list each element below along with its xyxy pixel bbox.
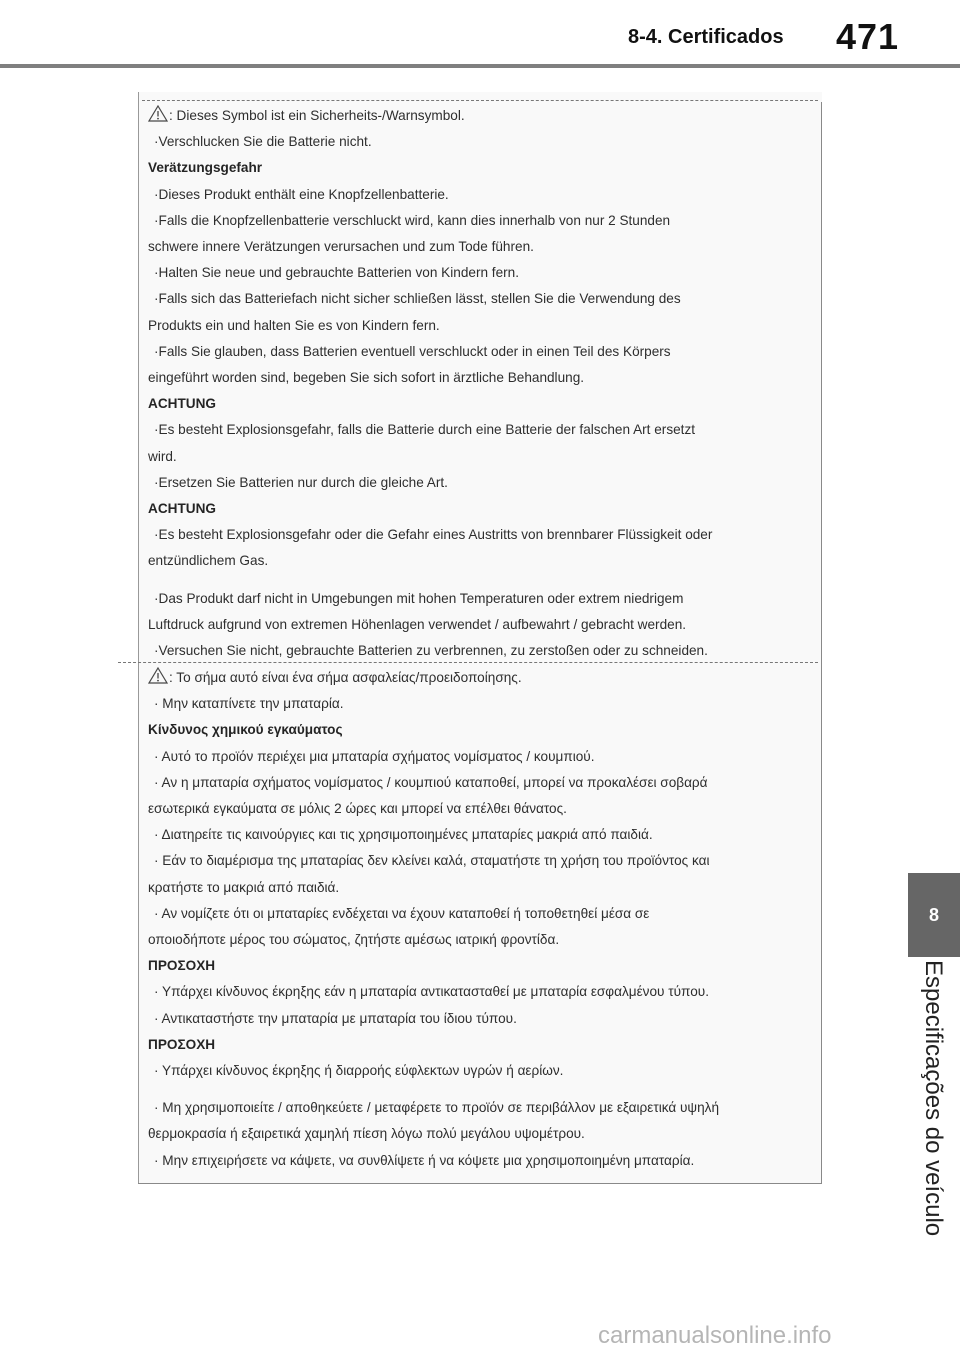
german-line: Produkts ein und halten Sie es von Kindern fern. <box>148 317 440 333</box>
section-title: 8-4. Certificados <box>628 26 784 48</box>
chapter-title-text: Especificações do veículo <box>920 959 947 1237</box>
spacer <box>148 575 808 586</box>
greek-line: κρατήστε το μακριά από παιδιά. <box>148 879 340 895</box>
german-heading: ACHTUNG <box>148 396 216 412</box>
chapter-tab <box>908 873 960 957</box>
warning-triangle-icon <box>148 667 168 684</box>
scan-edge-bottom <box>138 1183 822 1184</box>
greek-line: : Το σήμα αυτό είναι ένα σήμα ασφαλείας/προειδοποίησης. <box>169 670 522 685</box>
german-line: schwere innere Verätzungen verursachen und zum Tode führen. <box>148 239 534 255</box>
german-heading: ACHTUNG <box>148 501 216 517</box>
scan-edge-right <box>821 102 822 1184</box>
german-line: ·Falls die Knopfzellenbatterie verschluckt wird, kann dies innerhalb von nur 2 Stunden <box>154 212 671 228</box>
german-line: ·Halten Sie neue und gebrauchte Batterien von Kindern fern. <box>154 265 520 281</box>
chapter-number: 8 <box>928 904 939 925</box>
greek-line: · Αν η μπαταρία σχήματος νομίσματος / κουμπιού καταποθεί, μπορεί να προκαλέσει σοβαρά <box>154 774 708 790</box>
german-line: ·Es besteht Explosionsgefahr, falls die Batterie durch eine Batterie der falschen Art ersetzt <box>154 422 696 438</box>
german-warning-line <box>148 103 808 129</box>
german-line: ·Ersetzen Sie Batterien nur durch die gleiche Art. <box>154 474 448 490</box>
german-text-block <box>148 103 808 664</box>
greek-heading: ΠΡΟΣΟΧΗ <box>148 958 216 974</box>
german-line: ·Falls Sie glauben, dass Batterien eventuell verschluckt oder in einen Teil des Körpers <box>154 343 671 359</box>
scan-edge-left <box>138 92 139 1184</box>
greek-line: · Μην καταπίνετε την μπαταρία. <box>154 696 344 712</box>
watermark: carmanualsonline.info <box>598 1322 832 1349</box>
greek-heading: Κίνδυνος χημικού εγκαύματος <box>148 722 343 738</box>
german-line: wird. <box>148 448 177 464</box>
greek-warning-line <box>148 665 808 691</box>
warning-triangle-icon <box>148 105 168 122</box>
german-line: Luftdruck aufgrund von extremen Höhenlagen verwendet / aufbewahrt / gebracht werden. <box>148 616 687 632</box>
german-line: : Dieses Symbol ist ein Sicherheits-/Warnsymbol. <box>169 108 465 123</box>
spacer <box>148 1084 808 1095</box>
scan-dashed-top <box>142 100 818 101</box>
greek-line: θερμοκρασία ή εξαιρετικά χαμηλή πίεση λόγω πολύ μεγάλου υψομέτρου. <box>148 1126 585 1142</box>
greek-line: οποιοδήποτε μέρος του σώματος, ζητήστε αμέσως ιατρική φροντίδα. <box>148 932 560 948</box>
greek-text-block <box>148 665 808 1174</box>
greek-heading: ΠΡΟΣΟΧΗ <box>148 1036 216 1052</box>
greek-line: · Υπάρχει κίνδυνος έκρηξης ή διαρροής εύφλεκτων υγρών ή αερίων. <box>154 1063 564 1079</box>
german-line: entzündlichem Gas. <box>148 553 269 569</box>
greek-line: · Εάν το διαμέρισμα της μπαταρίας δεν κλείνει καλά, σταματήστε τη χρήση του προϊόντος και <box>154 853 710 869</box>
greek-line: εσωτερικά εγκαύματα σε μόλις 2 ώρες και μπορεί να επέλθει θάνατος. <box>148 801 567 817</box>
certificate-scan <box>138 92 822 1184</box>
greek-line: · Μην επιχειρήσετε να κάψετε, να συνθλίψετε ή να κόψετε μια χρησιμοποιημένη μπαταρία. <box>154 1152 695 1168</box>
chapter-title <box>906 959 960 1237</box>
german-line: ·Falls sich das Batteriefach nicht sicher schließen lässt, stellen Sie die Verwendung des <box>154 291 681 307</box>
greek-line: · Αυτό το προϊόν περιέχει μια μπαταρία σχήματος νομίσματος / κουμπιού. <box>154 748 595 764</box>
greek-line: · Διατηρείτε τις καινούργιες και τις χρησιμοποιημένες μπαταρίες μακριά από παιδιά. <box>154 827 653 843</box>
greek-line: · Μη χρησιμοποιείτε / αποθηκεύετε / μεταφέρετε το προϊόν σε περιβάλλον με εξαιρετικά υψηλή <box>154 1100 720 1116</box>
german-line: ·Das Produkt darf nicht in Umgebungen mit hohen Temperaturen oder extrem niedrigem <box>154 590 684 606</box>
greek-line: · Αν νομίζετε ότι οι μπαταρίες ενδέχεται να έχουν καταποθεί ή τοποθετηθεί μέσα σε <box>154 905 650 921</box>
greek-line: · Αντικαταστήστε την μπαταρία με μπαταρία του ίδιου τύπου. <box>154 1010 517 1026</box>
german-line: ·Es besteht Explosionsgefahr oder die Gefahr eines Austritts von brennbarer Flüssigkeit oder <box>154 527 713 543</box>
german-line: ·Verschlucken Sie die Batterie nicht. <box>154 134 372 150</box>
page-number: 471 <box>836 16 900 57</box>
greek-line: · Υπάρχει κίνδυνος έκρηξης εάν η μπαταρία αντικατασταθεί με μπαταρία εσφαλμένου τύπου. <box>154 984 709 1000</box>
german-line: ·Versuchen Sie nicht, gebrauchte Batterien zu verbrennen, zu zerstoßen oder zu schneiden. <box>154 643 708 659</box>
german-line: eingeführt worden sind, begeben Sie sich sofort in ärztliche Behandlung. <box>148 370 585 386</box>
german-heading: Verätzungsgefahr <box>148 160 263 176</box>
german-line: ·Dieses Produkt enthält eine Knopfzellenbatterie. <box>154 186 449 202</box>
header-rule <box>0 64 960 68</box>
